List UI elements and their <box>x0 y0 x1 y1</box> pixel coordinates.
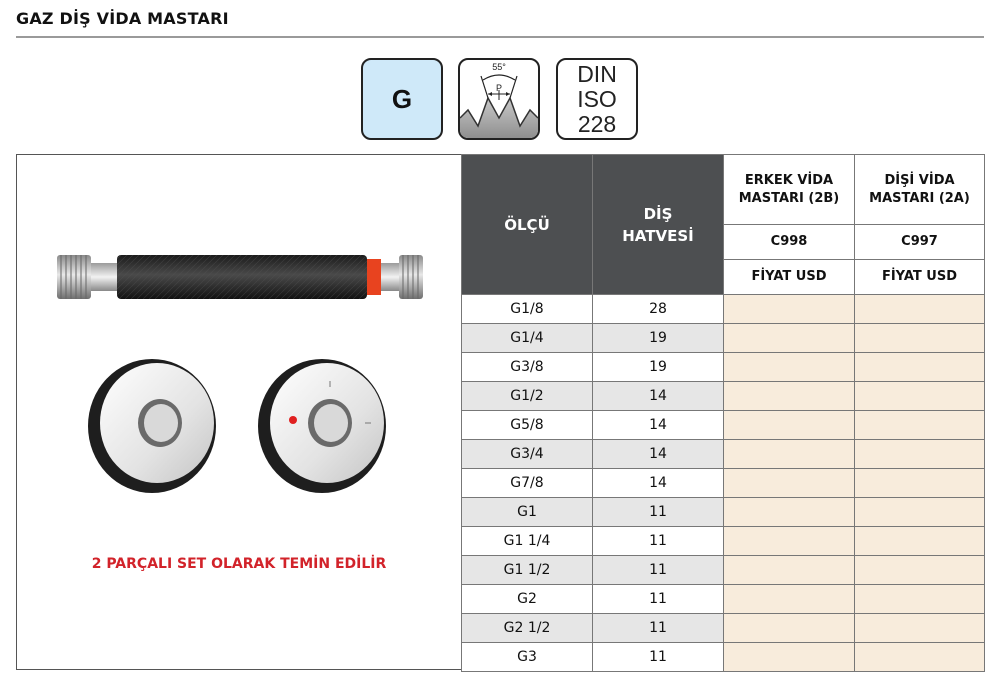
male-price-cell <box>724 527 855 556</box>
size-cell: G7/8 <box>462 469 593 498</box>
plug-gauge <box>57 255 423 299</box>
table-row <box>462 353 985 382</box>
size-cell: G2 1/2 <box>462 614 593 643</box>
table-row <box>462 498 985 527</box>
male-price-cell <box>724 643 855 672</box>
female-price-cell <box>855 440 985 469</box>
male-price-cell <box>724 411 855 440</box>
female-gauge-header: DİŞİ VİDA MASTARI (2A) <box>855 155 985 225</box>
standard-line-1: DIN <box>577 61 617 87</box>
male-price-cell <box>724 556 855 585</box>
pitch-cell: 11 <box>593 585 724 614</box>
table-row <box>462 614 985 643</box>
table-row <box>462 527 985 556</box>
page-title: GAZ DİŞ VİDA MASTARI <box>16 9 229 28</box>
table-row <box>462 295 985 324</box>
size-cell: G2 <box>462 585 593 614</box>
male-price-header: FİYAT USD <box>724 260 855 295</box>
pitch-cell: 11 <box>593 498 724 527</box>
male-price-cell <box>724 382 855 411</box>
pitch-cell: 19 <box>593 324 724 353</box>
gauge-spec-table <box>461 154 985 672</box>
female-price-cell <box>855 382 985 411</box>
pitch-label: P <box>495 83 503 93</box>
table-row <box>462 440 985 469</box>
thread-profile-icon <box>458 58 540 140</box>
pitch-cell: 11 <box>593 556 724 585</box>
set-supply-note: 2 PARÇALI SET OLARAK TEMİN EDİLİR <box>91 556 387 572</box>
thread-angle-label: 55° <box>492 62 506 72</box>
male-price-cell <box>724 585 855 614</box>
pitch-cell: 14 <box>593 411 724 440</box>
size-cell: G5/8 <box>462 411 593 440</box>
size-cell: G3 <box>462 643 593 672</box>
ring-gauge-go <box>88 359 216 493</box>
pitch-cell: 14 <box>593 469 724 498</box>
standard-line-3: 228 <box>577 111 617 137</box>
male-price-cell <box>724 498 855 527</box>
size-cell: G1 1/4 <box>462 527 593 556</box>
male-gauge-header: ERKEK VİDA MASTARI (2B) <box>724 155 855 225</box>
female-price-cell <box>855 469 985 498</box>
female-price-header: FİYAT USD <box>855 260 985 295</box>
table-row <box>462 382 985 411</box>
size-column-header: ÖLÇÜ <box>462 155 593 295</box>
gauge-set-drawing <box>17 155 461 669</box>
size-cell: G1/2 <box>462 382 593 411</box>
pitch-cell: 19 <box>593 353 724 382</box>
pitch-cell: 11 <box>593 527 724 556</box>
pitch-cell: 14 <box>593 382 724 411</box>
pitch-cell: 11 <box>593 643 724 672</box>
size-cell: G3/4 <box>462 440 593 469</box>
female-price-cell <box>855 527 985 556</box>
female-price-cell <box>855 643 985 672</box>
pitch-column-header: DİŞ HATVESİ <box>593 155 724 295</box>
table-row <box>462 411 985 440</box>
thread-profile-drawing <box>460 60 538 138</box>
male-price-cell <box>724 353 855 382</box>
male-price-cell <box>724 614 855 643</box>
male-price-cell <box>724 324 855 353</box>
ring-gauge-nogo <box>258 359 386 493</box>
male-price-cell <box>724 469 855 498</box>
table-row <box>462 324 985 353</box>
table-row <box>462 585 985 614</box>
size-cell: G1/8 <box>462 295 593 324</box>
pitch-cell: 14 <box>593 440 724 469</box>
female-price-cell <box>855 614 985 643</box>
table-row <box>462 643 985 672</box>
female-price-cell <box>855 411 985 440</box>
female-price-cell <box>855 295 985 324</box>
size-cell: G1/4 <box>462 324 593 353</box>
table-row <box>462 556 985 585</box>
thread-type-label: G <box>391 84 413 114</box>
size-cell: G1 1/2 <box>462 556 593 585</box>
female-price-cell <box>855 324 985 353</box>
size-cell: G3/8 <box>462 353 593 382</box>
size-cell: G1 <box>462 498 593 527</box>
female-price-cell <box>855 353 985 382</box>
male-price-cell <box>724 440 855 469</box>
female-price-cell <box>855 498 985 527</box>
thread-type-badge <box>361 58 443 140</box>
male-price-cell <box>724 295 855 324</box>
pitch-cell: 11 <box>593 614 724 643</box>
standard-line-2: ISO <box>577 86 617 112</box>
male-gauge-code: C998 <box>724 225 855 260</box>
female-price-cell <box>855 585 985 614</box>
female-price-cell <box>855 556 985 585</box>
pitch-cell: 28 <box>593 295 724 324</box>
table-row <box>462 469 985 498</box>
standard-badge <box>556 58 638 140</box>
female-gauge-code: C997 <box>855 225 985 260</box>
title-divider <box>16 36 984 38</box>
product-illustration <box>17 155 461 669</box>
